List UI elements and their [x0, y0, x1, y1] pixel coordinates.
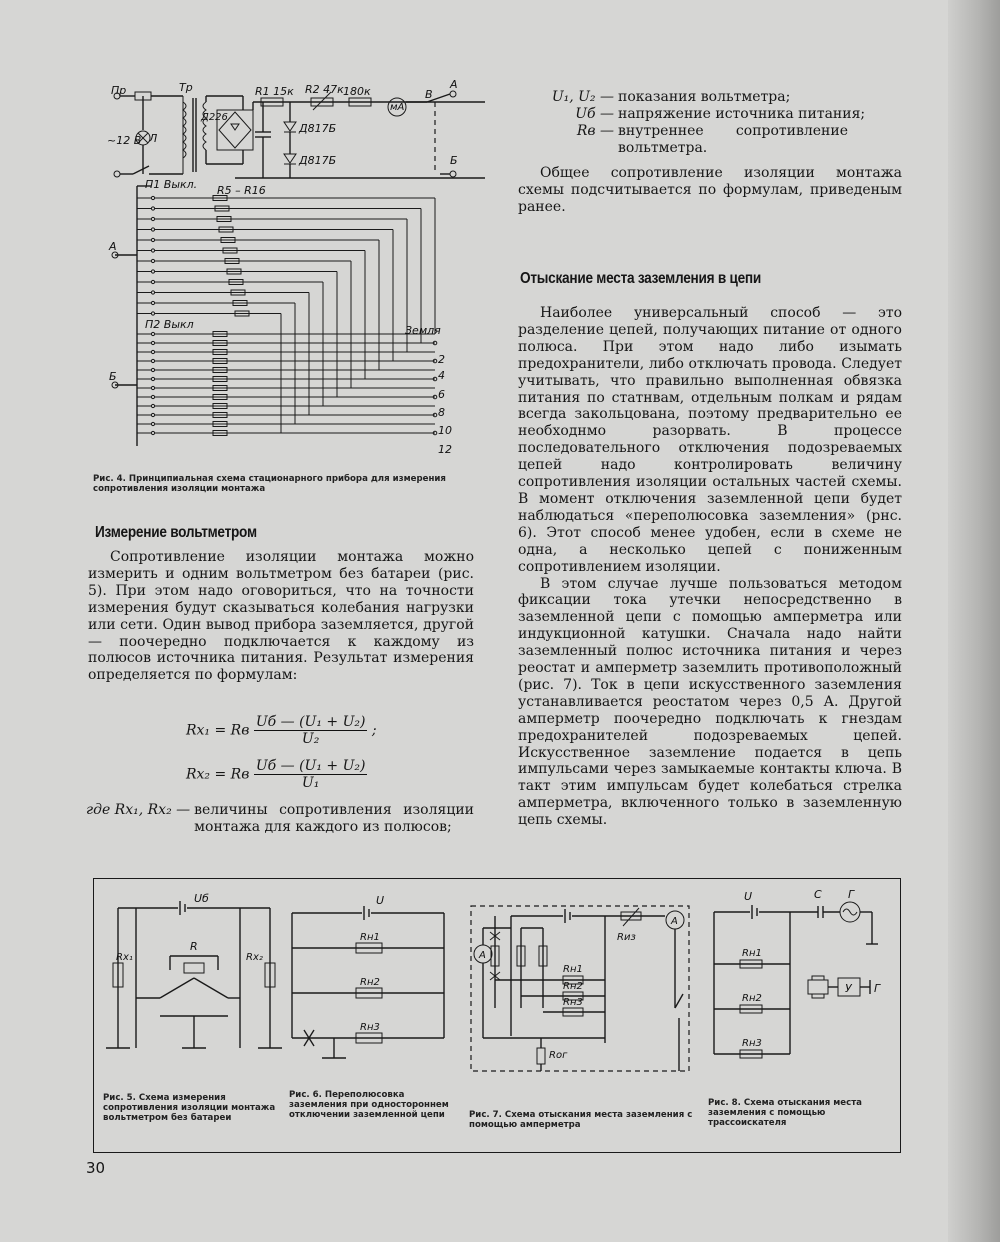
fig6-label-u: U: [376, 894, 385, 907]
fig4-pin-6: 6: [438, 388, 445, 401]
fig8-label-g2: Г: [874, 982, 881, 995]
fig4-pin-2: 2: [438, 353, 445, 366]
formula-rx1-denominator: U₂: [301, 731, 320, 747]
fig8-label-y: У: [845, 982, 852, 995]
page-edge-shadow: [948, 0, 1000, 1242]
figure-5-caption: Рис. 5. Схема измерения сопротивления изоляции монтажа вольтметром без батареи: [103, 1093, 276, 1123]
fig4-label-r180: 180к: [343, 85, 371, 98]
fig7-label-rn1: Rн1: [563, 964, 583, 975]
paragraph-voltmeter: Сопротивление изоляции монтажа можно измерить и одним вольтметром без батареи (рис. 5). При этом надо оговориться, что на точности измерения будут сказываться колебания нагрузки или сети. Один вывод прибора заземляется, другой — поочередно подключается к каждому из полюсов источника питания. Результат измерения определяется по формулам:: [88, 549, 474, 684]
fig7-label-a2: A: [671, 916, 678, 927]
fig4-pin-10: 10: [438, 424, 452, 437]
fig4-label-r2: R2 47к: [305, 83, 344, 96]
section-heading-voltmeter: Измерение вольтметром: [95, 524, 257, 541]
legend-3-text: внутреннее сопротивление вольтметра.: [618, 122, 848, 156]
fig4-pin-12: 12: [438, 443, 452, 456]
fig4-label-d817-1: Д817Б: [299, 122, 337, 135]
fig4-label-r5r16: R5 – R16: [217, 184, 266, 197]
legend-2-text: напряжение источника питания;: [618, 105, 866, 122]
formula-rx2-fraction: [254, 758, 368, 791]
fig8-label-c: С: [814, 888, 822, 901]
fig5-label-r: R: [190, 940, 198, 953]
fig8-label-g: Г: [848, 888, 855, 901]
fig7-label-rug: Rиз: [617, 932, 636, 943]
fig4-label-zemlya: Земля: [405, 324, 441, 337]
right-top-paragraph: [518, 165, 902, 216]
where-symbol: где Rx₁, Rx₂ —: [86, 802, 191, 818]
fig4-label-12v: ~12 В: [107, 134, 142, 147]
formula-rx1-numerator: Uб — (U₁ + U₂): [255, 714, 366, 730]
fig8-label-rn1: Rн1: [742, 948, 762, 959]
fig4-label-tr: Тр: [179, 81, 193, 94]
figure-8-caption: Рис. 8. Схема отыскания места заземления с помощью трассоискателя: [708, 1098, 862, 1128]
fig4-label-l: Л: [149, 132, 158, 145]
fig5-label-rx1: Rx₁: [116, 952, 133, 963]
fig4-label-ma: мА: [390, 102, 405, 113]
voltmeter-legend: [548, 89, 906, 157]
paragraph-universal-method: Наиболее универсальный способ — это разделение цепей, получающих питание от одного полюса. При этом надо либо изымать предохранители, либо отключать провода. Следует учитывать, что правильно выполненная обвязка питания по статнвам, отдельным полкам и рядам всегда закольцована, поэтому предварительно ее необходнмо разорвать. В процессе последовательного отключения подозреваемых цепей надо контролировать величину сопротивления изоляции остальных частей схемы. В момент отключения заземленной цепи будет наблюдаться «переполюсовка заземления» (рнс. 6). Этот способ менее удобен, если в схеме не одна, а несколько цепей с пониженным сопротивлением изоляции.: [518, 305, 902, 575]
resistor-array: [137, 196, 437, 436]
legend-1-text: показания вольтметра;: [618, 89, 791, 105]
fig4-label-v: В: [425, 88, 433, 101]
fig8-label-u: U: [744, 890, 753, 903]
figure-4-caption: Рис. 4. Принципиальная схема стационарного прибора для измерения сопротивления изоляции монтажа: [93, 474, 446, 494]
figure-8-schematic: [708, 884, 893, 1064]
legend-1-symbol: U₁, U₂ —: [551, 89, 614, 105]
fig7-label-rn3: Rн3: [563, 997, 583, 1008]
figure-6-schematic: [282, 888, 452, 1068]
formula-rx2: [186, 758, 416, 791]
fig4-label-d817-2: Д817Б: [299, 154, 337, 167]
fig4-label-b-left: Б: [109, 370, 117, 383]
fig5-label-ub: Uб: [194, 892, 209, 905]
page-number: 30: [86, 1159, 106, 1177]
fig4-label-d226: Д226: [201, 112, 228, 123]
formula-rx1-fraction: [254, 714, 368, 747]
fig4-label-p2: П2 Выкл: [145, 318, 194, 331]
formula-rx2-numerator: Uб — (U₁ + U₂): [255, 758, 366, 774]
figure-5-schematic: [100, 888, 280, 1068]
fig7-label-a1: A: [479, 950, 486, 961]
where-legend: [86, 802, 474, 836]
fig4-pin-4: 4: [438, 369, 445, 382]
fig6-label-rn1: Rн1: [360, 932, 380, 943]
section-grounding-text: [518, 305, 902, 829]
fig6-label-rn2: Rн2: [360, 977, 380, 988]
formula-rx1-lhs: Rx₁ = Rв: [186, 722, 250, 739]
fig4-label-r1: R1 15к: [255, 85, 294, 98]
fig7-label-rog: Rог: [549, 1050, 568, 1061]
formula-rx2-denominator: U₁: [301, 775, 320, 791]
fig7-label-rn2: Rн2: [563, 981, 583, 992]
figure-7-schematic: [465, 888, 705, 1073]
fig8-label-rn3: Rн3: [742, 1038, 762, 1049]
total-resistance-paragraph: Общее сопротивление изоляции монтажа схемы подсчитывается по формулам, приведеным ранее.: [518, 165, 902, 215]
figure-7-caption: Рис. 7. Схема отыскания места заземления с помощью амперметра: [469, 1110, 693, 1130]
section-heading-grounding: Отыскание места заземления в цепи: [520, 270, 762, 287]
legend-2-symbol: Uб —: [575, 105, 614, 122]
fig4-label-b: Б: [450, 154, 458, 167]
where-text: величины сопротивления изоляции монтажа для каждого из полюсов;: [194, 802, 474, 835]
formula-rx1-end: ;: [371, 722, 377, 739]
formula-rx1: [186, 714, 416, 747]
fig4-label-a: А: [450, 78, 458, 91]
fig6-label-rn3: Rн3: [360, 1022, 380, 1033]
paragraph-ammeter-method: В этом случае лучше пользоваться методом фиксации тока утечки непосредственно в заземленной цепи с помощью амперметра или индукционной катушки. Сначала надо найти заземленный полюс источника питания и через реостат и амперметр заземлить противоположный (рис. 7). Ток в цепи искусственного заземления устанавливается реостатом через 0,5 А. Другой амперметр поочередно подключать к гнездам предохранителей подозреваемых цепей. Искусственное заземление подается в цепь импульсами через замыкаемые контакты ключа. В такт этим импульсам будет колебаться стрелка амперметра, включенного только в заземленную цепь схемы.: [518, 575, 902, 829]
fig4-label-p1: П1 Выкл.: [145, 178, 198, 191]
section-voltmeter-text: [88, 549, 474, 684]
figure-4-schematic: [105, 78, 485, 457]
fig5-label-rx2: Rx₂: [246, 952, 263, 963]
fig4-label-a-left: А: [109, 240, 117, 253]
legend-3-symbol: Rв —: [576, 122, 614, 139]
fig8-label-rn2: Rн2: [742, 993, 762, 1004]
fig4-label-pr: Пр: [111, 84, 127, 97]
figure-6-caption: Рис. 6. Переполюсовка заземления при одностороннем отключении заземленной цепи: [289, 1090, 449, 1120]
fig4-pin-8: 8: [438, 406, 445, 419]
formula-rx2-lhs: Rx₂ = Rв: [186, 766, 250, 783]
